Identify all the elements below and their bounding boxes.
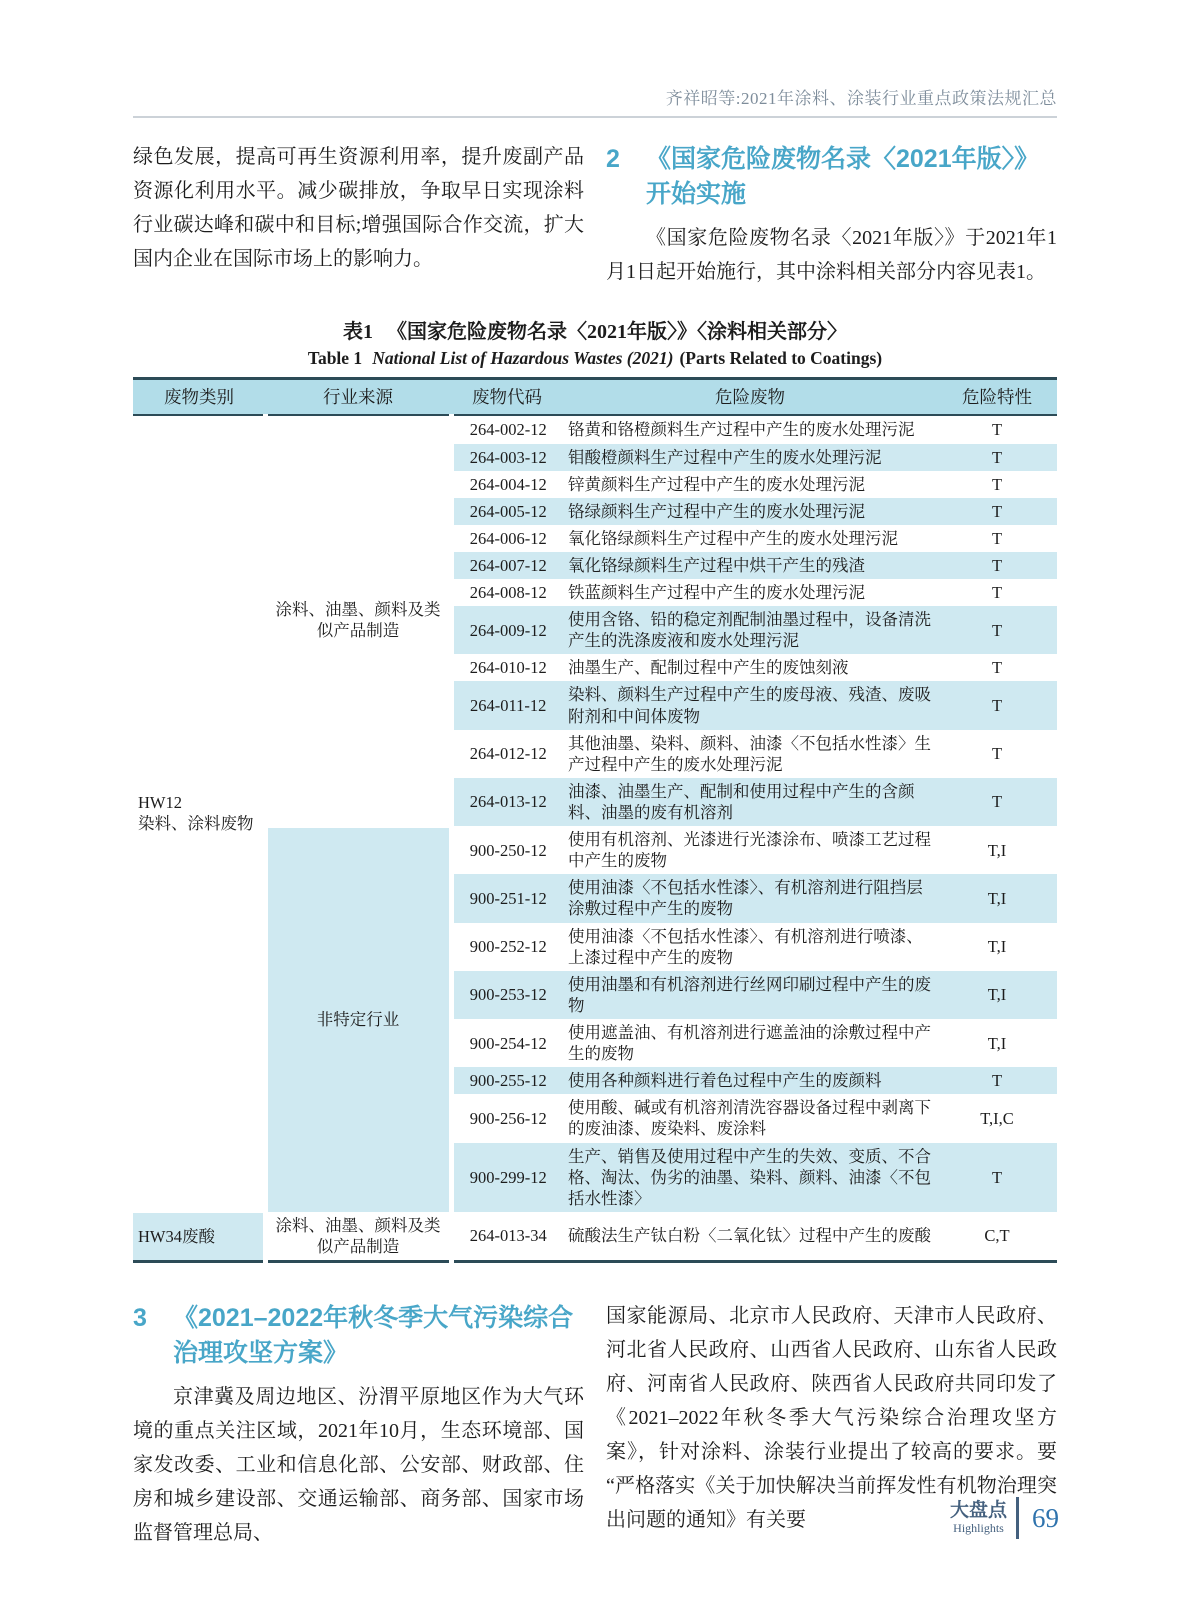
- code-cell: 264-009-12: [451, 606, 563, 654]
- hazard-cell: T,I: [937, 874, 1057, 922]
- desc-cell: 氧化铬绿颜料生产过程中产生的废水处理污泥: [568, 528, 898, 548]
- bottom-columns: [133, 1299, 1057, 1550]
- table-header-row: [133, 379, 1057, 416]
- desc-cell: 使用遮盖油、有机溶剂进行遮盖油的涂敷过程中产生的废物: [568, 1023, 931, 1064]
- hazard-cell: T: [937, 778, 1057, 826]
- desc-cell: 使用含铬、铅的稳定剂配制油墨过程中，设备清洗产生的洗涤废液和废水处理污泥: [563, 606, 937, 654]
- desc-cell: 铬黄和铬橙颜料生产过程中产生的废水处理污泥: [568, 420, 915, 440]
- section3-right-paragraph: 国家能源局、北京市人民政府、天津市人民政府、河北省人民政府、山西省人民政府、山东省人民政府、河南省人民政府、陕西省人民政府共同印发了《2021–2022年秋冬季大气污染综合治理攻坚方案》，针对涂料、涂装行业提出了较高的要求。要“严格落实《关于加快解决当前挥发性有机物治理突出问题的通知》有关要: [606, 1305, 1057, 1532]
- code-cell: 264-006-12: [469, 528, 547, 548]
- hazard-cell: T: [937, 681, 1057, 729]
- code-cell: 900-250-12: [469, 840, 547, 860]
- hazard-cell: T: [937, 498, 1057, 525]
- code-cell: 264-007-12: [451, 552, 563, 579]
- section2-title: 《国家危险废物名录〈2021年版〉》开始实施: [646, 145, 1040, 208]
- section2-paragraph: 《国家危险废物名录〈2021年版〉》于2021年1月1日起开始施行，其中涂料相关部分内容见表1。: [606, 227, 1057, 283]
- desc-cell: 铬绿颜料生产过程中产生的废水处理污泥: [563, 498, 937, 525]
- table1-caption-en: [133, 348, 1057, 369]
- desc-cell: 油漆、油墨生产、配制和使用过程中产生的含颜料、油墨的废有机溶剂: [563, 778, 937, 826]
- hazard-cell: T: [937, 552, 1057, 579]
- footer-label-en: Highlights: [953, 1520, 1004, 1535]
- table1-caption-en-italic: National List of Hazardous Wastes (2021): [372, 348, 674, 368]
- footer-label-zh: 大盘点: [949, 1499, 1007, 1521]
- table-row: [133, 826, 1057, 874]
- code-cell: 264-005-12: [451, 498, 563, 525]
- hazard-cell: T: [937, 1067, 1057, 1094]
- table1-caption-zh-text: 《国家危险废物名录〈2021年版〉》〈涂料相关部分〉: [387, 321, 847, 343]
- column-header-hazard-property: 危险特性: [937, 379, 1057, 416]
- table1-caption-en-tail: (Parts Related to Coatings): [679, 348, 883, 368]
- code-cell: 264-002-12: [469, 420, 547, 440]
- desc-cell: 铁蓝颜料生产过程中产生的废水处理污泥: [568, 583, 865, 603]
- column-header-waste-category: 废物类别: [133, 379, 265, 416]
- table1-caption-zh-label: 表1: [343, 321, 373, 343]
- page-footer: [950, 1497, 1059, 1539]
- table-row: [133, 415, 1057, 443]
- code-cell: 900-253-12: [451, 971, 563, 1019]
- category-cell-hw34: HW34废酸: [133, 1212, 265, 1262]
- header-rule: [133, 116, 1057, 118]
- hazard-cell: T,I: [987, 1033, 1007, 1053]
- hazard-cell: T: [991, 658, 1003, 678]
- hazard-cell: T: [991, 583, 1003, 603]
- code-cell: 264-013-34: [469, 1226, 547, 1246]
- desc-cell: 染料、颜料生产过程中产生的废母液、残渣、废吸附剂和中间体废物: [563, 681, 937, 729]
- hazardous-waste-table: [133, 377, 1057, 1263]
- code-cell: 900-251-12: [451, 874, 563, 922]
- category-cell-hw12: [133, 415, 265, 1212]
- hazard-cell: T: [991, 528, 1003, 548]
- section3-title: 《2021–2022年秋冬季大气污染综合治理攻坚方案》: [173, 1304, 574, 1367]
- code-cell: 264-003-12: [451, 444, 563, 471]
- hazard-cell: T: [937, 606, 1057, 654]
- hazard-cell: T: [937, 444, 1057, 471]
- desc-cell: 使用油漆〈不包括水性漆〉、有机溶剂进行阻挡层涂敷过程中产生的废物: [563, 874, 937, 922]
- column-header-waste-code: 废物代码: [451, 379, 563, 416]
- category-hw12-code: HW12: [138, 793, 182, 813]
- section3-left-paragraph: 京津冀及周边地区、汾渭平原地区作为大气环境的重点关注区域，2021年10月，生态环境部、国家发改委、工业和信息化部、公安部、财政部、住房和城乡建设部、交通运输部、商务部、国家市场监督管理总局、: [133, 1386, 584, 1545]
- hazard-cell: T,I,C: [980, 1108, 1014, 1128]
- desc-cell: 生产、销售及使用过程中产生的失效、变质、不合格、淘汰、伪劣的油墨、染料、颜料、油漆〈不包括水性漆〉: [563, 1143, 937, 1212]
- code-cell: 264-013-12: [451, 778, 563, 826]
- page-number: 69: [1032, 1502, 1059, 1533]
- desc-cell: 使用油墨和有机溶剂进行丝网印刷过程中产生的废物: [563, 971, 937, 1019]
- desc-cell: 使用油漆〈不包括水性漆〉、有机溶剂进行喷漆、上漆过程中产生的废物: [568, 926, 923, 967]
- section2-heading: [606, 142, 1057, 211]
- code-cell: 264-012-12: [469, 744, 547, 764]
- running-header: 齐祥昭等:2021年涂料、涂装行业重点政策法规汇总: [665, 89, 1057, 108]
- section3-number: 3: [133, 1304, 147, 1333]
- desc-cell: 使用酸、碱或有机溶剂清洗容器设备过程中剥离下的废油漆、废染料、废涂料: [568, 1098, 931, 1139]
- desc-cell: 硫酸法生产钛白粉〈二氧化钛〉过程中产生的废酸: [568, 1226, 931, 1246]
- top-columns: [133, 140, 1057, 289]
- code-cell: 900-299-12: [451, 1143, 563, 1212]
- table1-caption-en-label: Table 1: [307, 348, 363, 368]
- code-cell: 900-255-12: [451, 1067, 563, 1094]
- code-cell: 264-004-12: [469, 474, 547, 494]
- hazard-cell: T,I: [937, 971, 1057, 1019]
- hazard-cell: T,I: [987, 937, 1007, 957]
- table-row: [133, 1212, 1057, 1262]
- section2-number: 2: [606, 145, 620, 173]
- desc-cell: 氧化铬绿颜料生产过程中烘干产生的残渣: [563, 552, 937, 579]
- column-header-hazardous-waste: 危险废物: [563, 379, 937, 416]
- code-cell: 900-254-12: [469, 1033, 547, 1053]
- category-hw12-label: 染料、涂料废物: [138, 814, 254, 834]
- page-content: [133, 0, 1057, 1550]
- hazard-cell: C,T: [984, 1226, 1010, 1246]
- hazard-cell: T: [991, 744, 1003, 764]
- desc-cell: 钼酸橙颜料生产过程中产生的废水处理污泥: [563, 444, 937, 471]
- code-cell: 264-010-12: [469, 658, 547, 678]
- left-column: [133, 140, 584, 289]
- section3-heading: [133, 1301, 584, 1370]
- code-cell: 264-011-12: [451, 681, 563, 729]
- hazard-cell: T,I: [987, 840, 1007, 860]
- hazard-cell: T: [937, 1143, 1057, 1212]
- desc-cell: 使用各种颜料进行着色过程中产生的废颜料: [563, 1067, 937, 1094]
- footer-section-label: [950, 1501, 1007, 1535]
- desc-cell: 其他油墨、染料、颜料、油漆〈不包括水性漆〉生产过程中产生的废水处理污泥: [568, 733, 931, 774]
- bottom-left-column: [133, 1299, 584, 1550]
- code-cell: 900-256-12: [469, 1108, 547, 1128]
- hazard-cell: T: [991, 420, 1003, 440]
- code-cell: 900-252-12: [469, 937, 547, 957]
- table1-block: [133, 315, 1057, 1263]
- intro-paragraph: 绿色发展，提高可再生资源利用率，提升废副产品资源化利用水平。减少碳排放，争取早日实现涂料行业碳达峰和碳中和目标;增强国际合作交流，扩大国内企业在国际市场上的影响力。: [133, 146, 584, 270]
- source-cell-manufacturing-2: 涂料、油墨、颜料及类似产品制造: [265, 1212, 451, 1262]
- desc-cell: 使用有机溶剂、光漆进行光漆涂布、喷漆工艺过程中产生的废物: [568, 830, 931, 871]
- right-column: [606, 140, 1057, 289]
- hazard-cell: T: [991, 474, 1003, 494]
- code-cell: 264-008-12: [469, 583, 547, 603]
- desc-cell: 油墨生产、配制过程中产生的废蚀刻液: [568, 658, 849, 678]
- source-cell-nonspecific: 非特定行业: [265, 826, 451, 1212]
- footer-divider: [1016, 1497, 1019, 1539]
- source-cell-manufacturing: 涂料、油墨、颜料及类似产品制造: [265, 415, 451, 826]
- desc-cell: 锌黄颜料生产过程中产生的废水处理污泥: [568, 474, 865, 494]
- table1-caption-zh: [133, 315, 1057, 344]
- column-header-industry-source: 行业来源: [265, 379, 451, 416]
